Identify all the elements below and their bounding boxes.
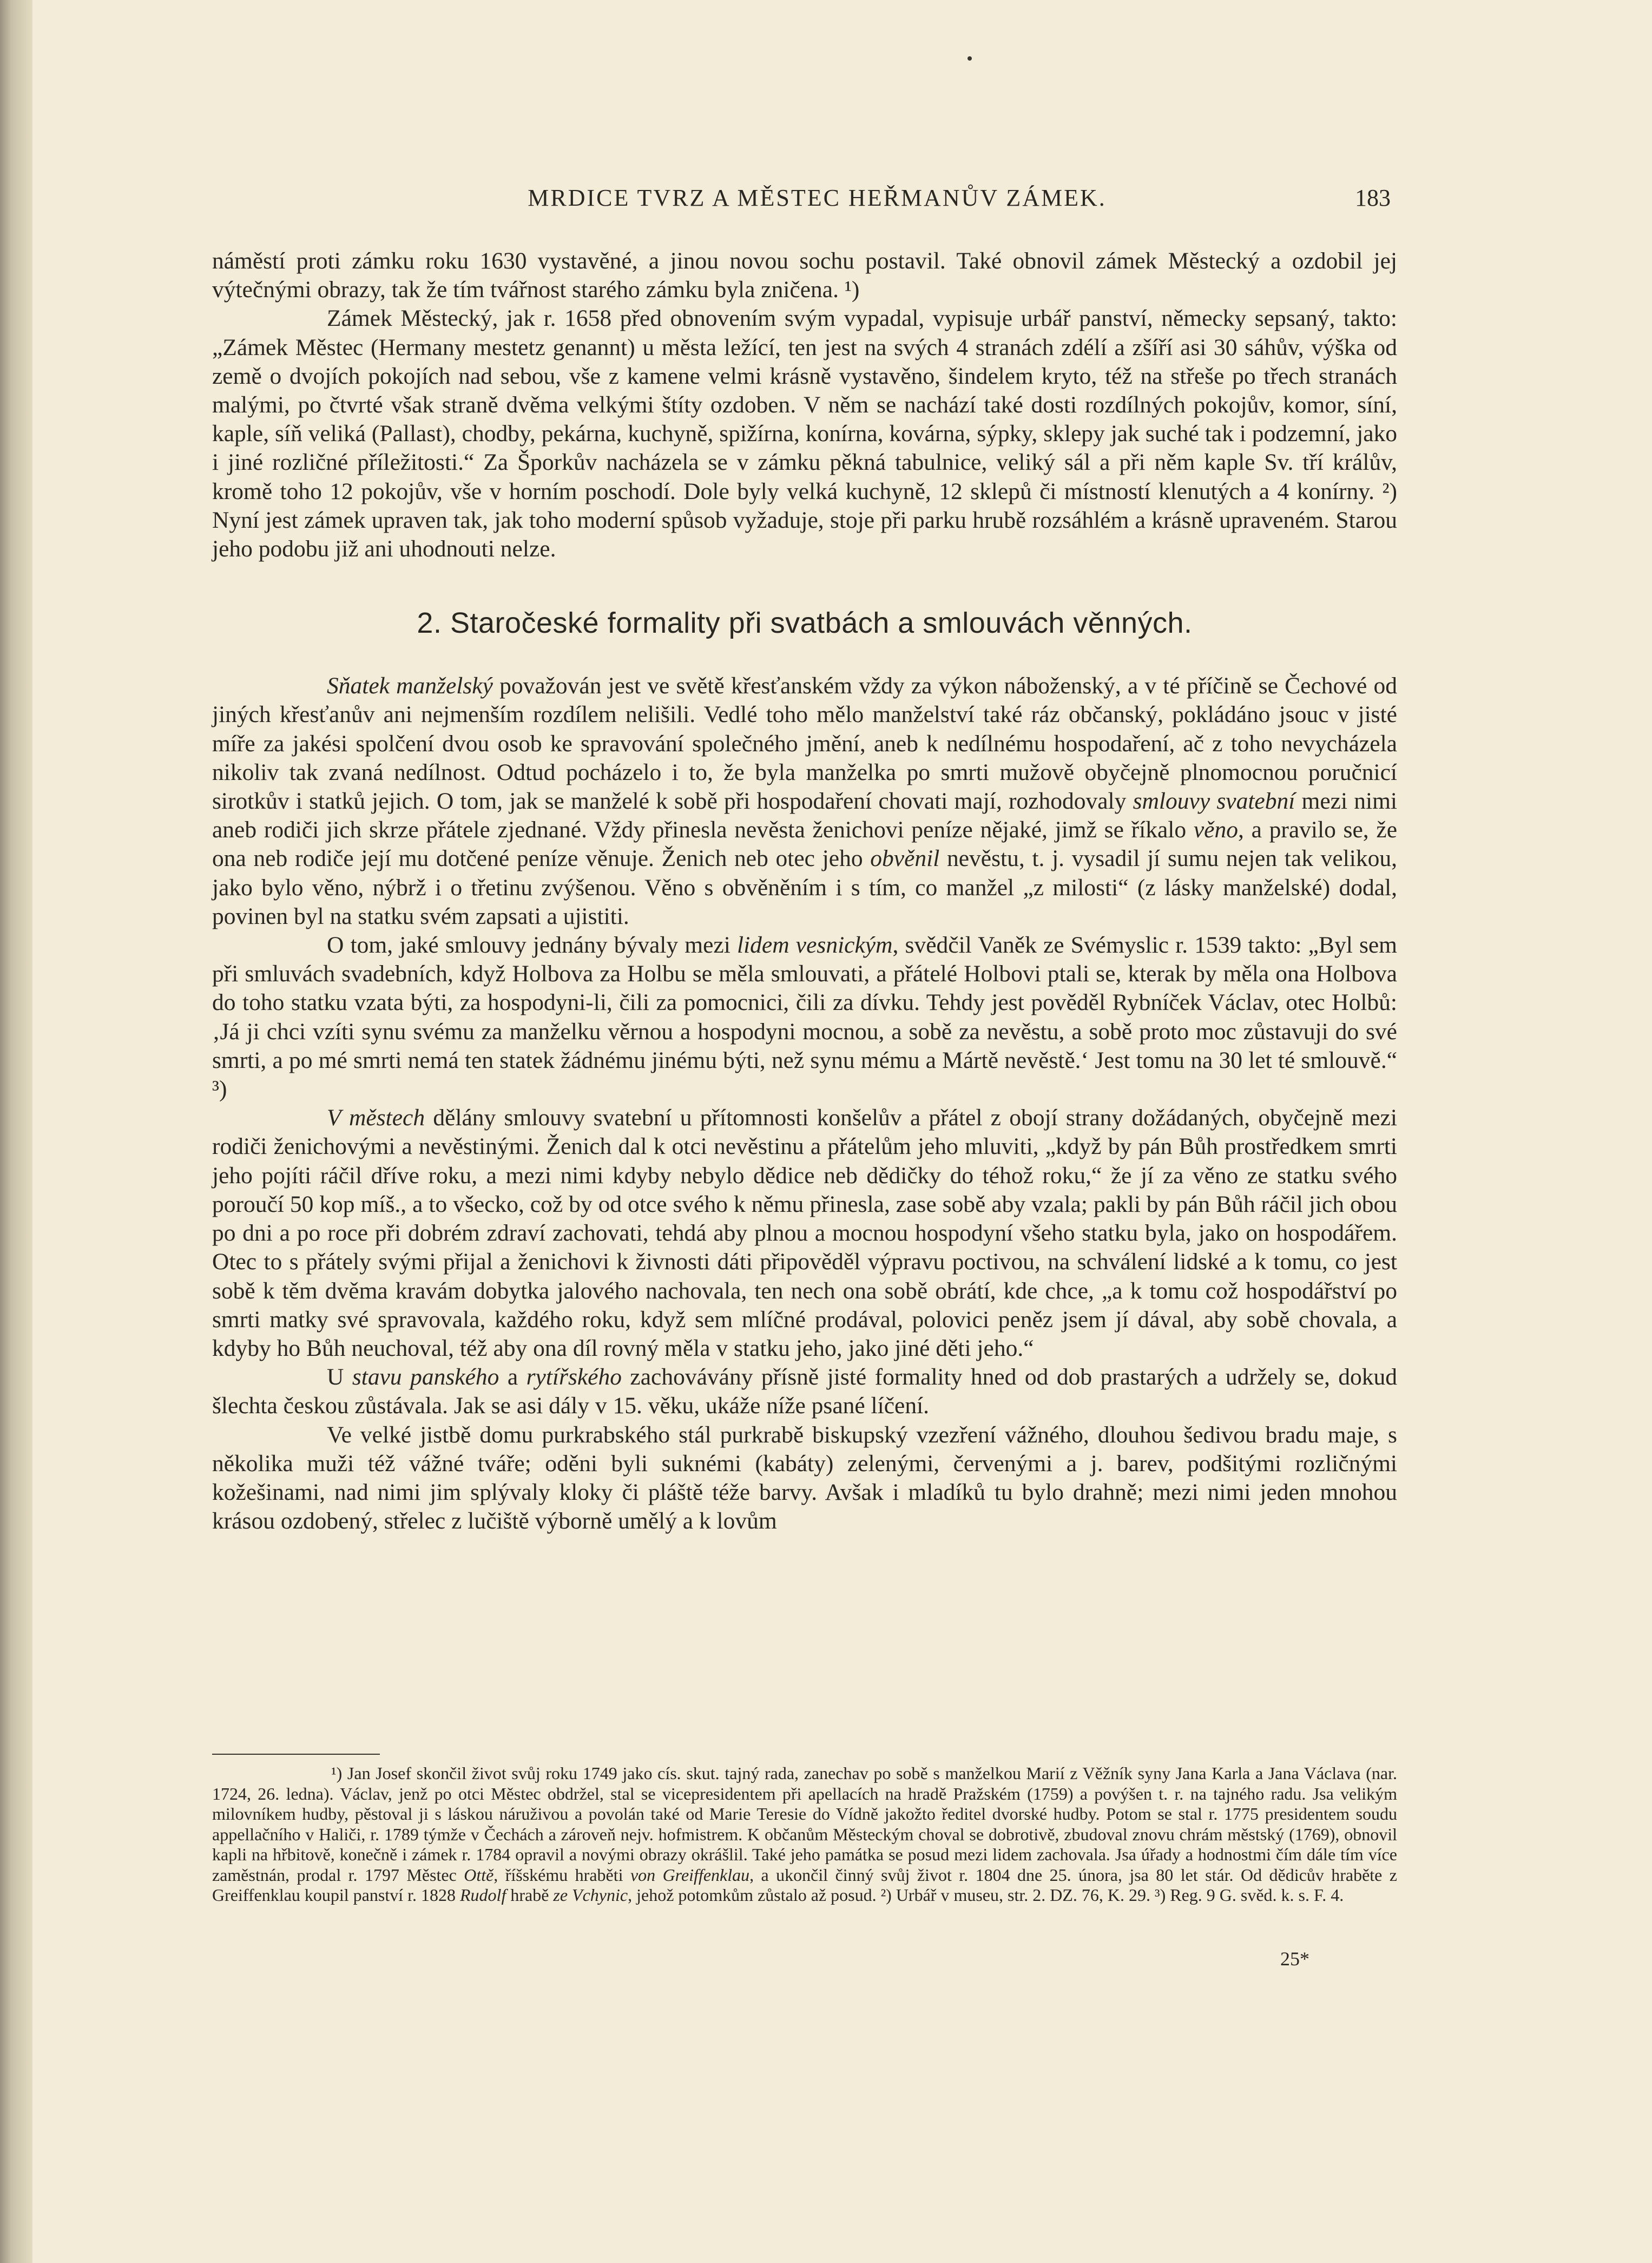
paragraph-4 (212, 931, 1397, 1104)
text-run: nevěstu, t. j. vysadil jí sumu nejen tak velikou, jako bylo věno, nýbrž i o třetinu zvýšenou. Věno s obvěněním i s tím, co manžel „z milosti“ (z lásky manželské) dodal, povinen byl na statku svém zapsati a ujistiti. (212, 845, 1397, 929)
text-run: zachovávány přísně jisté formality hned od dob prastarých a udržely se, dokud šlechta českou zůstávala. Jak se asi dály v 15. věku, ukáže níže psané líčení. (212, 1364, 1398, 1419)
footnote-rule (212, 1754, 380, 1755)
text-run: , a ukončil činný svůj život r. 1804 dne 25. února, jsa 80 let stár. Od dědicův hraběte z Greiffenklau koupil panství r. 1828 (212, 1865, 1398, 1905)
emphasis: obvěnil (870, 845, 940, 872)
text-run: hrabě (506, 1885, 554, 1905)
printer-signature: 25* (1280, 1948, 1309, 1970)
paragraph-6 (212, 1363, 1397, 1420)
text-run: , jehož potomkům zůstalo až posud. ²) Urbář v museu, str. 2. DZ. 76, K. 29. ³) Reg. 9 G. svěd. k. s. F. 4. (628, 1885, 1344, 1905)
text-run: dělány smlouvy svatební u přítomnosti konšelův a přátel z obojí strany dožádaných, obyčejně mezi rodiči ženichovými a nevěstinými. Ženich dal k otci nevěstinu a přátelům jeho mluviti, „když by pán Bůh prostředkem smrti jeho pojíti ráčil dříve roku, a mezi nimi kdyby nebylo dědice neb dědičky do téhož roku,“ že jí za věno ze statku svého poroučí 50 kop míš., a to všecko, což by od otce svého k němu přinesla, zase sobě aby vzala; pakli by pán Bůh ráčil jich obou po dni a po roce při dobrém zdraví zachovati, tehdá aby plnou a mocnou hospodyní všeho statku byla, jako on hospodářem. Otec to s přátely svými přijal a ženichovi k živnosti dáti připověděl výpravu poctivou, na schválení lidské a k tomu, co jest sobě k těm dvěma kravám dobytka jalového nachovala, ten nech ona sobě obrátí, kde chce, „a k tomu což hospodářství po smrti matky své spravovala, každého roku, když sem mlíčné prodával, polovici peněz jsem jí dával, aby sobě chovala, a kdyby ho Bůh neuchoval, též aby ona díl rovný měla v statku jeho, jako jiné děti jeho.“ (212, 1105, 1397, 1361)
footnotes (212, 1763, 1397, 1906)
text-run: O tom, jaké smlouvy jednány bývaly mezi (327, 932, 737, 959)
emphasis: ze Vchynic (553, 1885, 628, 1905)
text-run: , svědčil Vaněk ze Svémyslic r. 1539 takto: „Byl sem při smluvách svadebních, když Holbova za Holbu se měla smlouvati, a přátelé Holbovi ptali se, kterak by měla ona Holbova do toho statku vzata býti, za hospodyni-li, čili za pomocnici, čili za dívku. Tehdy jest pověděl Rybníček Václav, otec Holbů: ‚Já ji chci vzíti synu svému za manželku věrnou a hospodyni mocnou, a sobě za nevěstu, a sobě proto moc zůstavuji do své smrti, a po mé smrti nemá ten statek žádnému jinému býti, než synu mému a Mártě nevěstě.‘ Jest tomu na 30 let té smlouvě.“ ³) (212, 932, 1398, 1103)
emphasis: rytířského (526, 1364, 622, 1390)
emphasis: Ottě (464, 1865, 494, 1885)
text-run: ¹) Jan Josef skončil život svůj roku 1749 jako cís. skut. tajný rada, zanechav po sobě s manželkou Marií z Věžník syny Jana Karla a Jana Václava (nar. 1724, 26. ledna). Václav, jenž po otci Městec obdržel, stal se vicepresidentem při apellacích na hradě Pražském (1759) a povýšen t. r. na tajného radu. Jsa velikým milovníkem hudby, pěstoval ji s láskou náruživou a povolán také od Marie Teresie do Vídně jakožto ředitel dvorské hudby. Potom se stal r. 1775 presidentem soudu appellačního v Haliči, r. 1789 týmže v Čechách a zároveň nejv. hofmistrem. K občanům Městeckým choval se dobrotivě, zbudoval znovu chrám městský (1769), obnovil kapli na hřbitově, konečně i zámek r. 1784 opravil a novými obrazy okrášlil. Také jeho památka se posud mezi lidem zachovala. Jsa úřady a hodnostmi čím dále tím více zaměstnán, prodal r. 1797 Městec (212, 1763, 1397, 1885)
emphasis: věno (1193, 817, 1238, 843)
book-gutter-shadow (0, 0, 32, 2263)
print-speck (967, 56, 972, 61)
paragraph-7: Ve velké jistbě domu purkrabského stál purkrabě biskupský vzezření vážného, dlouhou šedivou bradu maje, s několika muži též vážné tváře; oděni byli suknémi (kabáty) zelenými, červenými a j. barev, podšitými rozličnými kožešinami, nad nimi jim splývaly kloky či pláště téže barvy. Avšak i mladíků tu bylo drahně; mezi nimi jeden mnohou krásou ozdobený, střelec z lučiště výborně umělý a k lovům (212, 1421, 1397, 1534)
text-run: považován jest ve světě křesťanském vždy za výkon náboženský, a v té příčině se Čechové od jiných křesťanův ani nejmenším rozdílem nelišili. Vedlé toho mělo manželství také ráz občanský, pokládáno jsouc v jisté míře za jakési spolčení dvou osob ke spravování společného jmění, aneb k nedílnému hospodaření, ač z toho nevycházela nikoliv tak zvaná nedílnost. Odtud pocházelo i to, že byla manželka po smrti mužově obyčejně plnomocnou poručnicí sirotkův i statků jejich. O tom, jak se manželé k sobě při hospodaření chovati mají, rozhodovaly (212, 673, 1398, 815)
paragraph-5 (212, 1104, 1397, 1363)
paragraph-2: Zámek Městecký, jak r. 1658 před obnovením svým vypadal, vypisuje urbář panství, německy sepsaný, takto: „Zámek Městec (Hermany mestetz genannt) u města ležící, ten jest na svých 4 stranách zdélí a zšíří asi 30 sáhův, výška od země o dvojích pokojích nad sebou, vše z kamene velmi krásně vystavěno, šindelem kryto, též na střeše po třech stranách malými, po čtvrté však straně dvěma velkými štíty ozdoben. V něm se nachází také dosti rozdílných pokojův, komor, síní, kaple, síň veliká (Pallast), chodby, pekárna, kuchyně, spižírna, konírna, kovárna, sýpky, sklepy jak suché tak i podzemní, jako i jiné rozličné příležitosti.“ Za Šporkův nacházela se v zámku pěkná tabulnice, veliký sál a při něm kaple Sv. tří králův, kromě toho 12 pokojův, vše v horním poschodí. Dole byly velká kuchyně, 12 sklepů či místností klenutých a 4 konírny. ²) Nyní jest zámek upraven tak, jak toho moderní spůsob vyžaduje, stoje při parku hrubě rozsáhlém a krásně upraveném. Starou jeho podobu již ani uhodnouti nelze. (212, 305, 1397, 562)
emphasis: lidem vesnickým (736, 932, 893, 959)
text-run: , říšskému hraběti (493, 1865, 630, 1885)
section-heading: 2. Staročeské formality při svatbách a smlouvách věnných. (417, 607, 1193, 640)
text-run: a (499, 1364, 526, 1390)
emphasis: V městech (327, 1105, 425, 1131)
text-run: , a pravilo se, že ona neb rodiče její mu dotčené peníze věnuje. Ženich neb otec jeho (212, 817, 1397, 872)
emphasis: Sňatek manželský (327, 673, 493, 699)
paragraph-1: náměstí proti zámku roku 1630 vystavěné, a jinou novou sochu postavil. Také obnovil zámek Městecký a ozdobil jej výtečnými obrazy, tak že tím tvářnost starého zámku byla zničena. ¹) (212, 248, 1397, 303)
page-number: 183 (1355, 185, 1391, 211)
main-text (212, 247, 1397, 1536)
paragraph-3 (212, 672, 1397, 931)
emphasis: von Greiffenklau (630, 1865, 750, 1885)
emphasis: stavu panského (352, 1364, 499, 1390)
emphasis: smlouvy svatební (1133, 788, 1295, 815)
emphasis: Rudolf (460, 1885, 506, 1905)
running-title: MRDICE TVRZ A MĚSTEC HEŘMANŮV ZÁMEK. (528, 185, 1107, 211)
text-run: mezi nimi aneb rodiči jich skrze přátele zjednané. Vždy přinesla nevěsta ženichovi peníze nějaké, jimž se říkalo (212, 788, 1398, 843)
text-run: U (327, 1364, 352, 1390)
